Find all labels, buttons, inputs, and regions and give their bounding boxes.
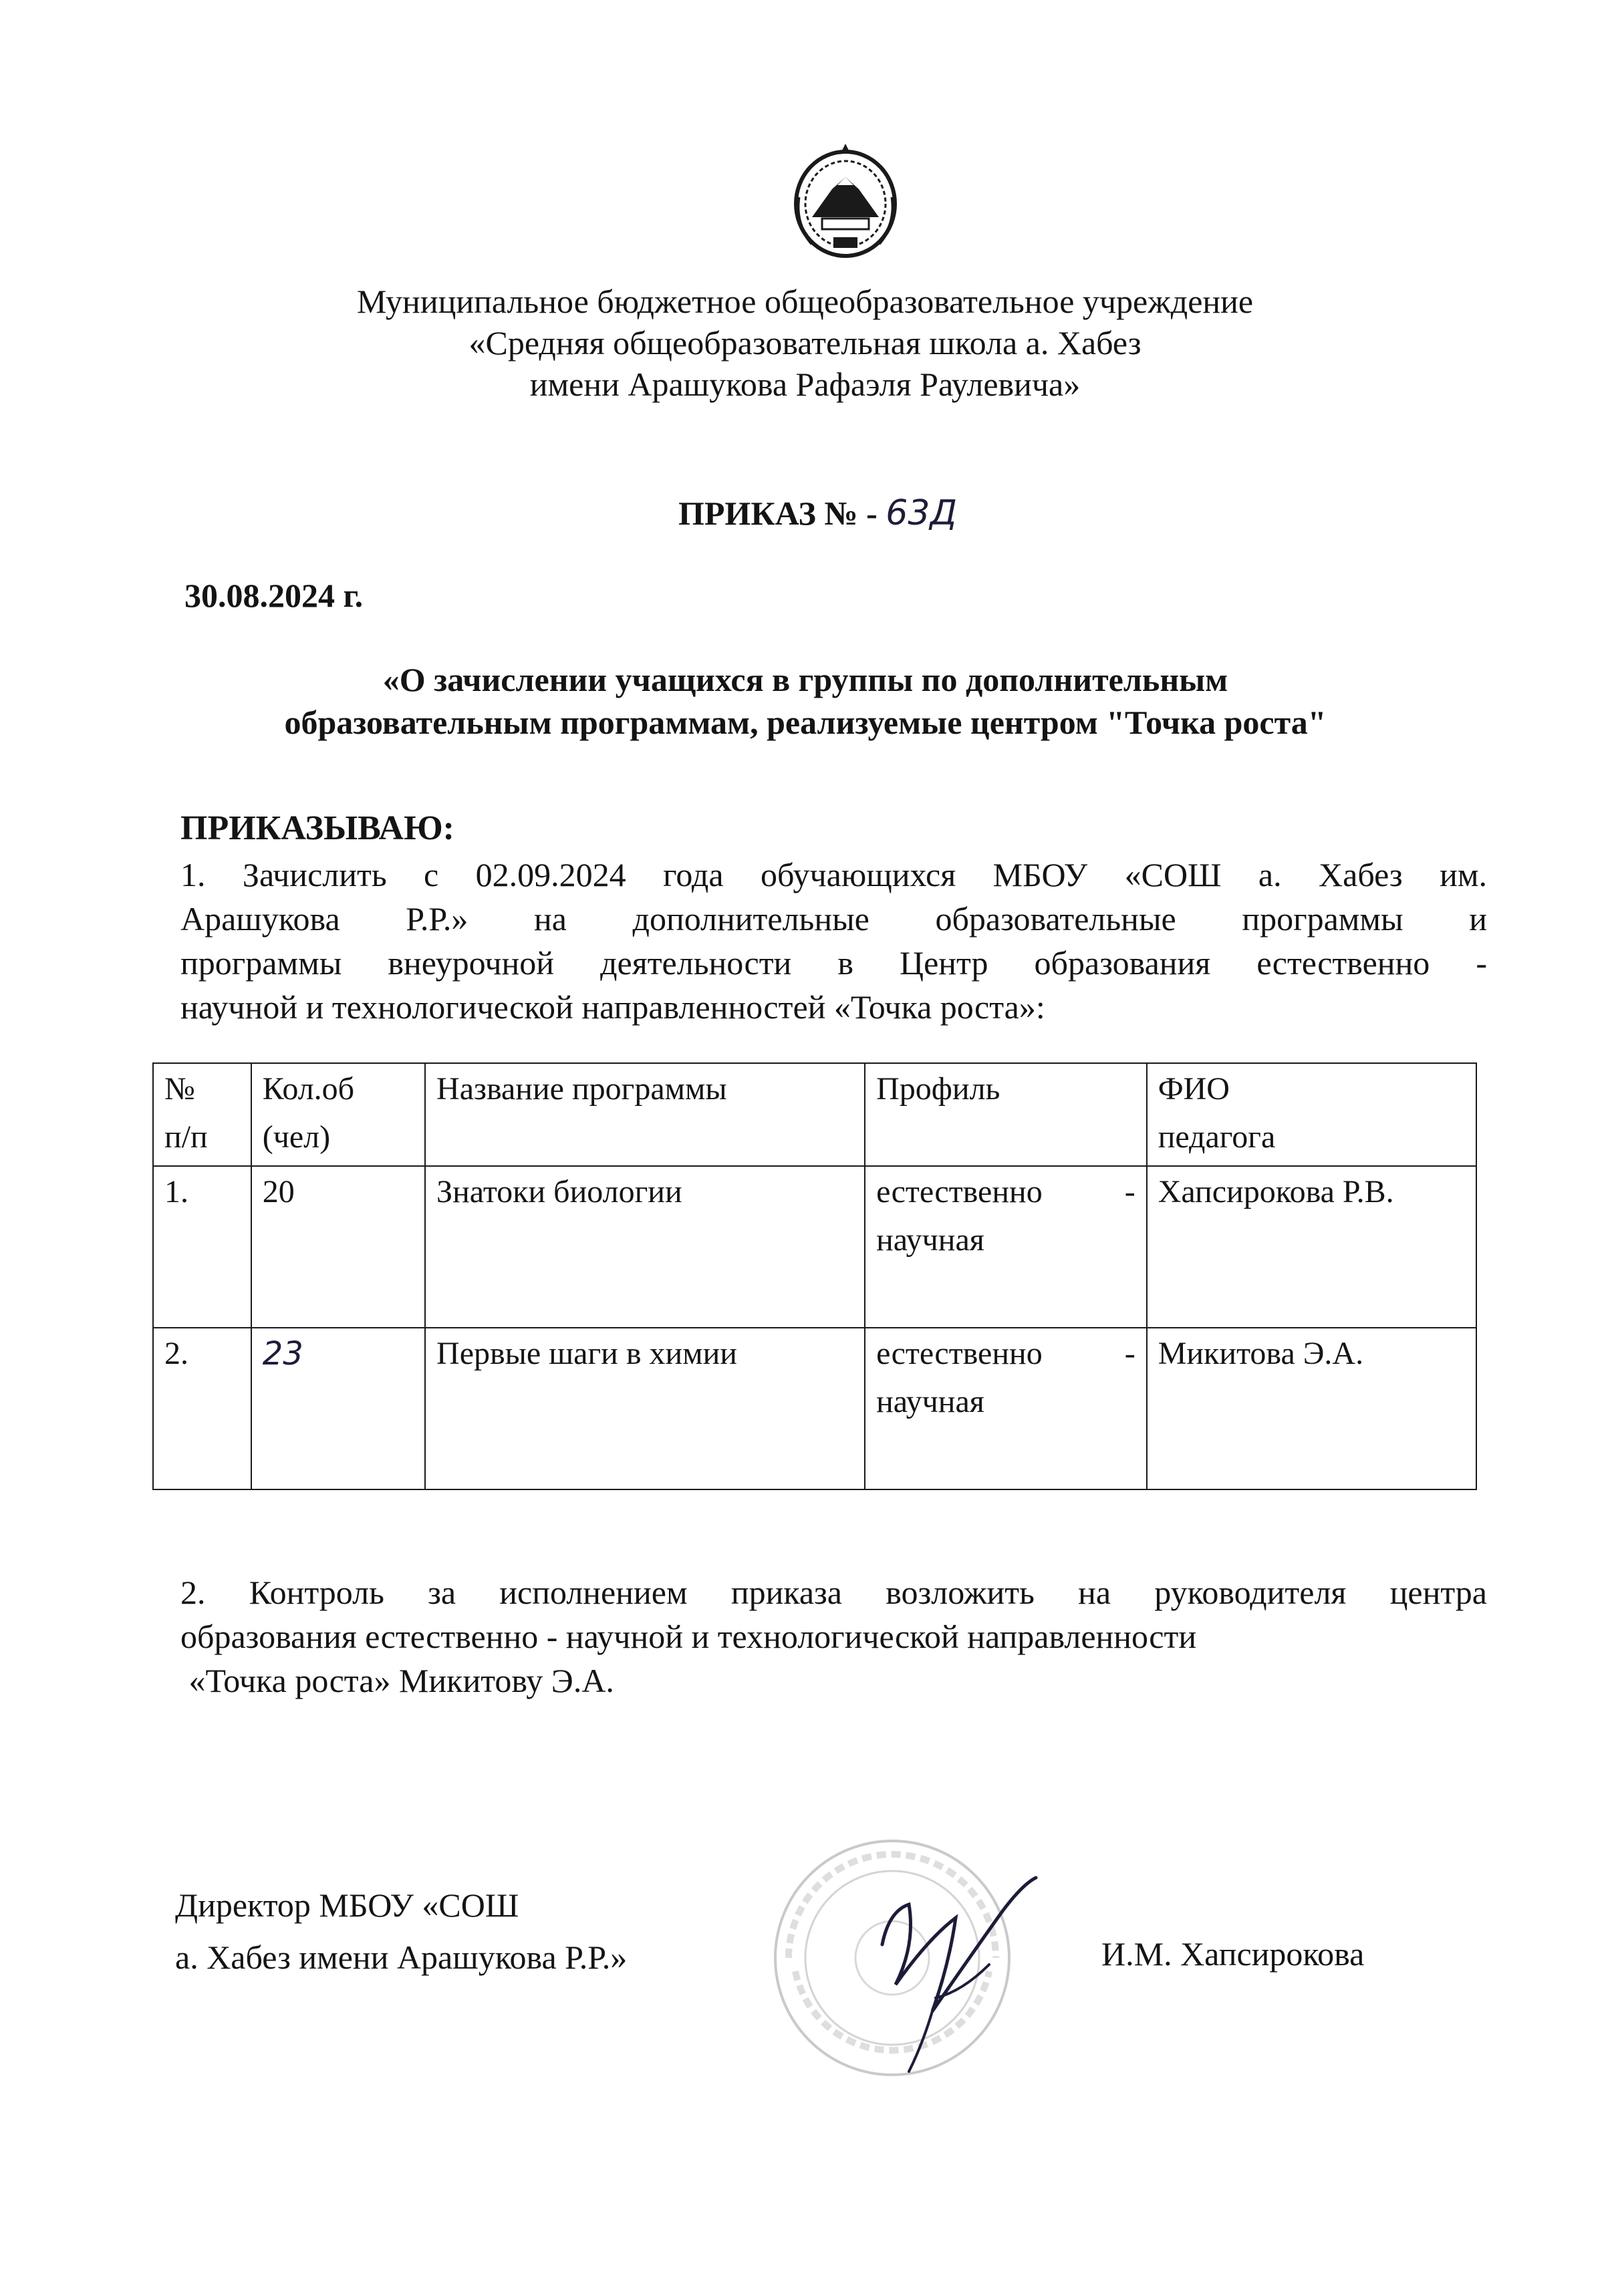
row-profile: [865, 1166, 1147, 1328]
profile-dash: -: [1124, 1174, 1135, 1209]
organization-line-3: имени Арашукова Рафаэля Раулевича»: [529, 366, 1081, 403]
republic-coat-of-arms-icon: [785, 137, 906, 264]
table-row: [153, 1328, 1476, 1489]
item2-line-3: «Точка роста» Микитову Э.А.: [180, 1662, 614, 1699]
signatory-position: [175, 1879, 627, 1983]
order-title-prefix: ПРИКАЗ № -: [678, 494, 886, 532]
order-title: [678, 493, 957, 533]
item1-line-2: Арашукова Р.Р.» на дополнительные образовательные программы и: [180, 900, 1487, 938]
row-num: 2.: [153, 1328, 251, 1489]
item1-line-1: 1. Зачислить с 02.09.2024 года обучающихся МБОУ «СОШ а. Хабез им.: [180, 856, 1487, 893]
row-num: 1.: [153, 1166, 251, 1328]
header-num-line1: №: [164, 1071, 195, 1107]
header-count-line1: Кол.об: [262, 1071, 355, 1107]
table-row: [153, 1166, 1476, 1328]
profile-word-1: естественно: [876, 1174, 1043, 1209]
row-teacher: Хапсирокова Р.В.: [1147, 1166, 1476, 1328]
order-item-1: [180, 853, 1487, 1029]
row-count: 20: [251, 1166, 425, 1328]
position-line-1: Директор МБОУ «СОШ: [175, 1886, 519, 1924]
profile-word-1: естественно: [876, 1336, 1043, 1371]
organization-line-1: Муниципальное бюджетное общеобразовательное учреждение: [356, 283, 1254, 320]
organization-line-2: «Средняя общеобразовательная школа а. Хабез: [468, 324, 1142, 362]
row-count-handwritten: 23: [251, 1328, 425, 1489]
subject-line-1: «О зачислении учащихся в группы по дополнительным: [382, 661, 1228, 698]
header-teacher: [1147, 1063, 1476, 1166]
row-program: Первые шаги в химии: [425, 1328, 865, 1489]
header-program: Название программы: [425, 1063, 865, 1166]
header-num-line2: п/п: [164, 1119, 208, 1155]
order-item-2: [180, 1570, 1487, 1703]
orders-heading: ПРИКАЗЫВАЮ:: [180, 809, 454, 847]
header-profile: Профиль: [865, 1063, 1147, 1166]
header-teacher-line2: педагога: [1158, 1119, 1276, 1155]
profile-word-2: научная: [876, 1384, 984, 1419]
item2-line-2: образования естественно - научной и технологической направленности: [180, 1618, 1197, 1655]
order-subject: [154, 658, 1457, 744]
table-header-row: [153, 1063, 1476, 1166]
item2-line-1: 2. Контроль за исполнением приказа возложить на руководителя центра: [180, 1574, 1487, 1611]
header-num: [153, 1063, 251, 1166]
row-program: Знатоки биологии: [425, 1166, 865, 1328]
organization-header: [0, 281, 1610, 405]
position-line-2: а. Хабез имени Арашукова Р.Р.»: [175, 1939, 628, 1976]
subject-line-2: образовательным программам, реализуемые центром "Точка роста": [284, 704, 1327, 741]
row-teacher: Микитова Э.А.: [1147, 1328, 1476, 1489]
item1-line-4: научной и технологической направленностей «Точка роста»:: [180, 988, 1045, 1026]
programs-table: [152, 1062, 1477, 1490]
signatory-name: И.М. Хапсирокова: [1101, 1935, 1365, 1973]
order-date: 30.08.2024 г.: [184, 577, 364, 614]
header-count-line2: (чел): [262, 1119, 331, 1155]
profile-dash: -: [1124, 1336, 1135, 1371]
handwritten-signature-icon: [869, 1864, 1049, 2085]
item1-line-3: программы внеурочной деятельности в Центр образования естественно -: [180, 944, 1487, 982]
row-profile: [865, 1328, 1147, 1489]
header-count: [251, 1063, 425, 1166]
header-teacher-line1: ФИО: [1158, 1071, 1230, 1107]
profile-word-2: научная: [876, 1222, 984, 1258]
order-number-handwritten: 63Д: [886, 493, 958, 533]
